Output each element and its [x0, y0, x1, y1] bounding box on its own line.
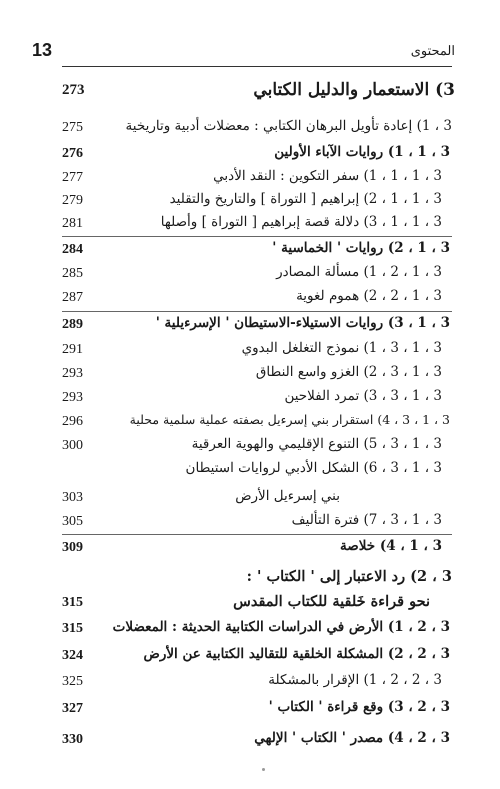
divider [62, 534, 452, 535]
toc-title: 3 ، 1 ، 3 ، 7) فترة التأليف [291, 512, 442, 528]
toc-entry [0, 460, 500, 484]
toc-title: 3 ، 1 ، 1 ، 3) دلالة قصة إبراهيم [ التوراة ] وأصلها [160, 214, 442, 230]
toc-entry [0, 288, 500, 312]
divider [62, 311, 452, 312]
toc-title: 3 ، 1 ، 1 ، 2) إبراهيم [ التوراة ] والتاريخ والتقليد [169, 191, 442, 207]
header-rule [62, 66, 452, 67]
toc-entry [0, 488, 500, 512]
toc-page: 293 [62, 366, 83, 381]
toc-entry [0, 619, 500, 643]
toc-entry [0, 80, 500, 104]
toc-page: 293 [62, 390, 83, 405]
toc-entry [0, 315, 500, 339]
toc-page: 285 [62, 266, 83, 281]
toc-entry [0, 240, 500, 264]
toc-entry [0, 699, 500, 723]
divider [62, 236, 452, 237]
toc-page: 291 [62, 342, 83, 357]
toc-page: 324 [62, 648, 83, 663]
toc-title: نحو قراءة خَلقية للكتاب المقدس [233, 593, 430, 610]
toc-title: 3 ، 2 ، 1) الأرض في الدراسات الكتابية الحديثة : المعضلات [112, 619, 450, 635]
toc-page: 315 [62, 621, 83, 636]
toc-page: 279 [62, 193, 83, 208]
page-number: 13 [32, 40, 53, 60]
toc-title: 3 ، 1 ، 4) خلاصة [340, 538, 442, 554]
running-header: المحتوى [410, 44, 455, 59]
toc-entry [0, 191, 500, 215]
toc-page: 300 [62, 438, 83, 453]
toc-title: 3 ، 1 ، 3 ، 4) استقرار بني إسرءيل بصفته عملية سلمية محلية [129, 412, 450, 427]
toc-entry [0, 388, 500, 412]
toc-title: 3 ، 1 ، 1) روايات الآباء الأولين [274, 144, 450, 160]
toc-title: 3 ، 1 ، 3) روايات الاستيلاء-الاستيطان ' الإسرءيلية ' [155, 315, 450, 331]
toc-entry [0, 730, 500, 754]
toc-page: 276 [62, 146, 83, 161]
toc-title: 3 ، 1 ، 3 ، 1) نموذج التغلغل البدوي [241, 340, 442, 356]
speck [262, 768, 265, 771]
toc-title: 3 ، 2 ، 4) مصدر ' الكتاب ' الإلهي [254, 730, 450, 746]
toc-page: 303 [62, 490, 83, 505]
toc-title: 3 ، 2 ، 3) وقع قراءة ' الكتاب ' [268, 699, 450, 715]
toc-entry [0, 568, 500, 592]
toc-entry [0, 144, 500, 168]
toc-entry [0, 364, 500, 388]
toc-page: 273 [62, 82, 85, 98]
toc-title: بني إسرءيل الأرض [235, 488, 340, 504]
toc-title: 3 ، 2 ، 2 ، 1) الإقرار بالمشكلة [268, 672, 442, 688]
toc-title: 3 ، 1 ، 3 ، 5) التنوع الإقليمي والهوية العرقية [191, 436, 442, 452]
toc-title: 3 ، 1 ، 2 ، 1) مسألة المصادر [276, 264, 442, 280]
toc-entry [0, 512, 500, 536]
toc-page: 327 [62, 701, 83, 716]
toc-entry [0, 593, 500, 617]
toc-title: 3 ، 1 ، 3 ، 3) تمرد الفلاحين [284, 388, 442, 404]
toc-title: 3) الاستعمار والدليل الكتابي [253, 80, 455, 100]
toc-entry [0, 646, 500, 670]
toc-entry [0, 264, 500, 288]
toc-page: 309 [62, 540, 83, 555]
toc-page: 287 [62, 290, 83, 305]
toc-title: 3 ، 2 ، 2) المشكلة الخلقية للتقاليد الكتابية عن الأرض [143, 646, 450, 662]
toc-entry [0, 340, 500, 364]
toc-title: 3 ، 1 ، 1 ، 1) سفر التكوين : النقد الأدبي [213, 168, 442, 184]
toc-title: 3 ، 1 ، 3 ، 2) الغزو واسع النطاق [255, 364, 442, 380]
toc-page: 315 [62, 595, 83, 610]
toc-page: 275 [62, 120, 83, 135]
toc-page: 325 [62, 674, 83, 689]
toc-title: 3 ، 2) رد الاعتبار إلى ' الكتاب ' : [246, 568, 452, 585]
toc-entry [0, 538, 500, 562]
toc-entry [0, 436, 500, 460]
toc-page: 289 [62, 317, 83, 332]
toc-title: 3 ، 1 ، 2 ، 2) هموم لغوية [296, 288, 442, 304]
toc-entry [0, 214, 500, 238]
toc-title: 3 ، 1) إعادة تأويل البرهان الكتابي : معضلات أدبية وتاريخية [125, 118, 452, 134]
toc-title: 3 ، 1 ، 3 ، 6) الشكل الأدبي لروايات استيطان [185, 460, 442, 476]
toc-entry [0, 412, 500, 436]
toc-page: 305 [62, 514, 83, 529]
toc-page: 330 [62, 732, 83, 747]
toc-page: 281 [62, 216, 83, 231]
toc-entry [0, 672, 500, 696]
toc-page: 284 [62, 242, 83, 257]
toc-page: 277 [62, 170, 83, 185]
toc-entry [0, 118, 500, 142]
toc-entry [0, 168, 500, 192]
toc-title: 3 ، 1 ، 2) روايات ' الخماسية ' [272, 240, 450, 256]
toc-page: 296 [62, 414, 83, 429]
